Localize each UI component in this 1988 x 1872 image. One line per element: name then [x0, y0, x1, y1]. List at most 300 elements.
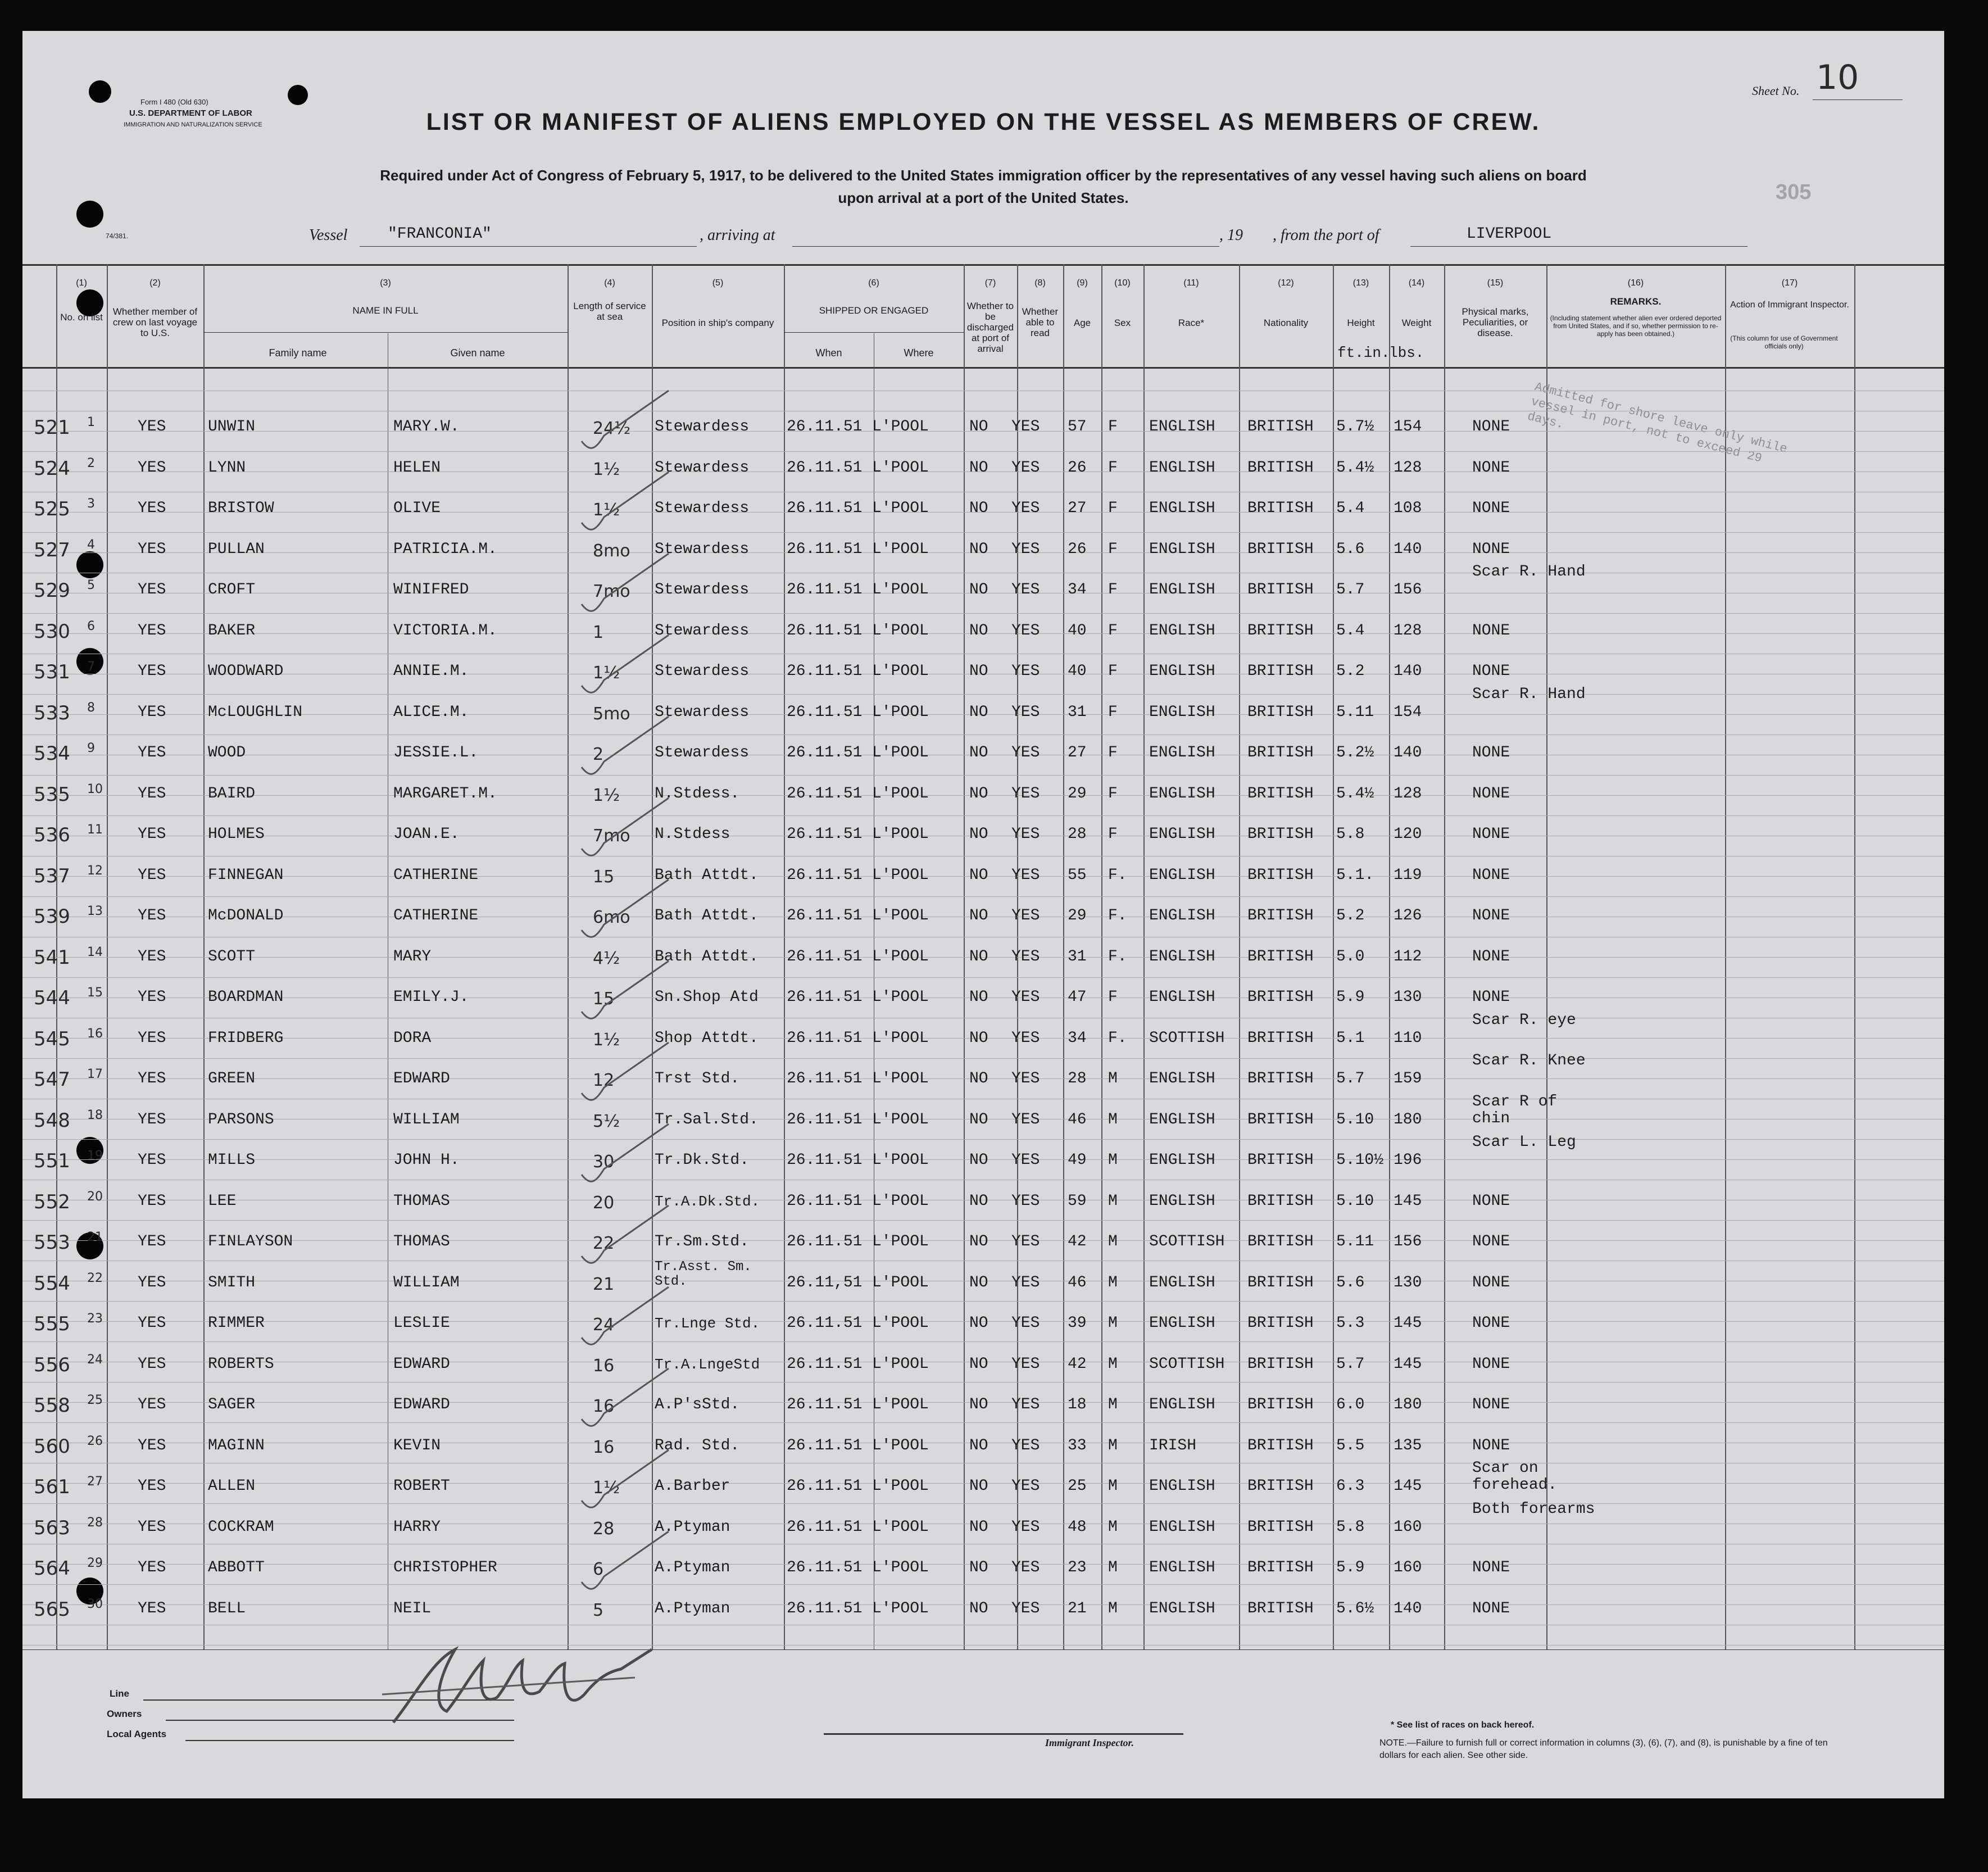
cell-marks: NONE — [1472, 1559, 1510, 1576]
ruled-line — [22, 977, 1944, 978]
cell-where: L'POOL — [872, 1030, 929, 1047]
cell-family: McDONALD — [208, 907, 284, 924]
cell-height: 5.1. — [1336, 867, 1374, 884]
column-header: Nationality — [1263, 318, 1309, 328]
penalty-note: NOTE.—Failure to furnish full or correct information in columns (3), (6), (7), and (8), is punishable by a fine of ten dollars for each alien. See other side. — [1379, 1738, 1828, 1760]
cell-height: 6.0 — [1336, 1396, 1365, 1413]
cell-no: 10 — [87, 782, 103, 796]
cell-disch: NO — [969, 826, 988, 843]
local-agents-label: Local Agents — [107, 1729, 167, 1739]
cell-weight: 154 — [1394, 418, 1422, 436]
cell-nat: BRITISH — [1247, 1477, 1314, 1495]
cell-race: ENGLISH — [1149, 418, 1215, 436]
department-name: U.S. DEPARTMENT OF LABOR — [129, 108, 252, 118]
cell-marks: Scar R. eye — [1472, 1012, 1576, 1029]
cell-age: 48 — [1068, 1519, 1087, 1536]
cell-ref: 530 — [34, 620, 70, 643]
cell-race: ENGLISH — [1149, 1152, 1215, 1169]
cell-position: A.Barber — [655, 1477, 730, 1495]
cell-nat: BRITISH — [1247, 1396, 1314, 1413]
cell-prev: YES — [138, 989, 166, 1006]
cell-weight: 156 — [1394, 1233, 1422, 1250]
cell-disch: NO — [969, 989, 988, 1006]
cell-read: YES — [1011, 1274, 1040, 1291]
cell-position: Tr.Lnge Std. — [655, 1315, 760, 1332]
cell-age: 42 — [1068, 1233, 1087, 1250]
weight-units: lbs. — [1389, 345, 1424, 361]
cell-where: L'POOL — [872, 1559, 929, 1576]
cell-given: MARY.W. — [393, 418, 460, 436]
cell-sex: F. — [1108, 1030, 1127, 1047]
ruled-line — [22, 1382, 1944, 1383]
given-name-subheader: Given name — [450, 347, 505, 359]
cell-height: 5.4½ — [1336, 459, 1374, 477]
cell-family: BRISTOW — [208, 500, 274, 517]
cell-when: 26.11.51 — [787, 1477, 863, 1495]
cell-nat: BRITISH — [1247, 704, 1314, 721]
cell-height: 5.5 — [1336, 1437, 1365, 1454]
cell-weight: 180 — [1394, 1111, 1422, 1128]
cell-race: ENGLISH — [1149, 622, 1215, 640]
cell-position: Trst Std. — [655, 1070, 740, 1087]
cell-given: JESSIE.L. — [393, 744, 479, 762]
cell-age: 40 — [1068, 663, 1087, 680]
cell-ref: 560 — [34, 1435, 70, 1458]
cell-nat: BRITISH — [1247, 1437, 1314, 1454]
cell-where: L'POOL — [872, 1070, 929, 1087]
cell-family: BELL — [208, 1600, 246, 1617]
cell-read: YES — [1011, 744, 1040, 762]
cell-read: YES — [1011, 581, 1040, 599]
cell-ref: 524 — [34, 457, 70, 480]
cell-ref: 533 — [34, 702, 70, 724]
height-units: ft.in. — [1337, 345, 1390, 361]
column-header: Age — [1073, 318, 1091, 328]
cell-when: 26.11.51 — [787, 907, 863, 924]
cell-position: N.Stdess. — [655, 785, 740, 803]
cell-read: YES — [1011, 500, 1040, 517]
cell-given: WINIFRED — [393, 581, 469, 599]
column-number: (2) — [149, 278, 161, 288]
cell-given: CATHERINE — [393, 867, 479, 884]
cell-weight: 135 — [1394, 1437, 1422, 1454]
cell-ref: 535 — [34, 783, 70, 806]
from-port-label: , from the port of — [1273, 226, 1379, 244]
cell-ref: 564 — [34, 1557, 70, 1580]
ruled-line — [22, 815, 1944, 816]
cell-family: GREEN — [208, 1070, 256, 1087]
cell-race: SCOTTISH — [1149, 1030, 1225, 1047]
cell-given: CATHERINE — [393, 907, 479, 924]
cell-family: ALLEN — [208, 1477, 256, 1495]
cell-position: A.Ptyman — [655, 1519, 730, 1536]
cell-disch: NO — [969, 1193, 988, 1210]
cell-marks: NONE — [1472, 1315, 1510, 1332]
cell-race: ENGLISH — [1149, 581, 1215, 599]
cell-race: ENGLISH — [1149, 704, 1215, 721]
cell-given: CHRISTOPHER — [393, 1559, 497, 1576]
cell-no: 14 — [87, 945, 103, 959]
cell-when: 26.11.51 — [787, 663, 863, 680]
cell-disch: NO — [969, 744, 988, 762]
cell-nat: BRITISH — [1247, 1356, 1314, 1373]
cell-prev: YES — [138, 785, 166, 803]
cell-marks: Scar R. Hand — [1472, 563, 1586, 581]
cell-age: 25 — [1068, 1477, 1087, 1495]
year-label: , 19 — [1219, 226, 1243, 244]
cell-disch: NO — [969, 907, 988, 924]
cell-sex: F — [1108, 459, 1118, 477]
cell-ref: 534 — [34, 742, 70, 765]
cell-age: 27 — [1068, 744, 1087, 762]
cell-race: ENGLISH — [1149, 826, 1215, 843]
cell-sex: M — [1108, 1233, 1118, 1250]
cell-when: 26.11.51 — [787, 459, 863, 477]
cell-ref: 555 — [34, 1313, 70, 1335]
cell-where: L'POOL — [872, 704, 929, 721]
cell-disch: NO — [969, 1152, 988, 1169]
cell-no: 2 — [87, 456, 95, 470]
cell-race: ENGLISH — [1149, 907, 1215, 924]
column-number: (4) — [604, 278, 615, 288]
cell-when: 26.11.51 — [787, 1152, 863, 1169]
cell-marks: NONE — [1472, 418, 1510, 436]
cell-service: 20 — [593, 1193, 615, 1213]
cell-read: YES — [1011, 1233, 1040, 1250]
port-field-line — [1410, 246, 1748, 247]
cell-where: L'POOL — [872, 1274, 929, 1291]
cell-where: L'POOL — [872, 1600, 929, 1617]
cell-position: Stewardess — [655, 663, 750, 680]
cell-age: 39 — [1068, 1315, 1087, 1332]
cell-weight: 108 — [1394, 500, 1422, 517]
cell-weight: 180 — [1394, 1396, 1422, 1413]
cell-read: YES — [1011, 1437, 1040, 1454]
column-number: (9) — [1077, 278, 1088, 288]
cell-height: 5.6 — [1336, 541, 1365, 558]
cell-position: Bath Attdt. — [655, 867, 759, 884]
cell-disch: NO — [969, 500, 988, 517]
cell-prev: YES — [138, 622, 166, 640]
column-header: Physical marks, Peculiarities, or disease. — [1462, 306, 1529, 338]
column-header: Whether member of crew on last voyage to U.S. — [112, 306, 198, 338]
cell-prev: YES — [138, 1519, 166, 1536]
cell-family: PULLAN — [208, 541, 265, 558]
cell-no: 7 — [87, 660, 95, 674]
cell-position: Tr.Asst. Sm. Std. — [655, 1259, 752, 1289]
cell-height: 5.11 — [1336, 1233, 1374, 1250]
cell-where: L'POOL — [872, 1356, 929, 1373]
cell-service: 6mo — [593, 908, 630, 927]
local-agents-field — [185, 1740, 514, 1741]
cell-where: L'POOL — [872, 948, 929, 966]
cell-family: ROBERTS — [208, 1356, 274, 1373]
cell-where: L'POOL — [872, 622, 929, 640]
cell-age: 49 — [1068, 1152, 1087, 1169]
cell-given: LESLIE — [393, 1315, 450, 1332]
cell-given: PATRICIA.M. — [393, 541, 497, 558]
ruled-line — [22, 613, 1944, 614]
cell-marks: NONE — [1472, 744, 1510, 762]
column-header: Weight — [1401, 318, 1432, 328]
cell-read: YES — [1011, 1356, 1040, 1373]
cell-height: 5.9 — [1336, 989, 1365, 1006]
cell-prev: YES — [138, 744, 166, 762]
cell-race: ENGLISH — [1149, 867, 1215, 884]
cell-sex: M — [1108, 1559, 1118, 1576]
cell-age: 29 — [1068, 785, 1087, 803]
cell-sex: F. — [1108, 948, 1127, 966]
cell-weight: 145 — [1394, 1356, 1422, 1373]
cell-marks: NONE — [1472, 785, 1510, 803]
header-bottom-rule — [22, 367, 1944, 369]
cell-marks: NONE — [1472, 1356, 1510, 1373]
cell-nat: BRITISH — [1247, 826, 1314, 843]
cell-when: 26.11.51 — [787, 541, 863, 558]
cell-ref: 552 — [34, 1191, 70, 1213]
ruled-line — [22, 1645, 1944, 1646]
cell-weight: 128 — [1394, 622, 1422, 640]
cell-marks: NONE — [1472, 459, 1510, 477]
line-label: Line — [110, 1688, 129, 1699]
cell-race: ENGLISH — [1149, 1274, 1215, 1291]
cell-position: Tr.Dk.Std. — [655, 1152, 750, 1169]
cell-height: 5.1 — [1336, 1030, 1365, 1047]
column-number: (10) — [1114, 278, 1131, 288]
cell-sex: M — [1108, 1356, 1118, 1373]
cell-position: Stewardess — [655, 459, 750, 477]
cell-no: 15 — [87, 986, 103, 1000]
cell-sex: F — [1108, 826, 1118, 843]
ruled-line — [22, 532, 1944, 533]
cell-given: DORA — [393, 1030, 432, 1047]
cell-prev: YES — [138, 1437, 166, 1454]
cell-where: L'POOL — [872, 1152, 929, 1169]
cell-read: YES — [1011, 1030, 1040, 1047]
cell-height: 5.4 — [1336, 500, 1365, 517]
cell-service: 15 — [593, 989, 615, 1009]
cell-position: Tr.A.LngeStd — [655, 1356, 760, 1373]
subtitle-line-2: upon arrival at a port of the United States. — [838, 189, 1129, 206]
cell-service: 21 — [593, 1275, 615, 1294]
cell-family: SCOTT — [208, 948, 256, 966]
cell-age: 34 — [1068, 581, 1087, 599]
cell-when: 26.11.51 — [787, 1315, 863, 1332]
cell-nat: BRITISH — [1247, 785, 1314, 803]
column-header: Sex — [1114, 318, 1131, 328]
cell-where: L'POOL — [872, 541, 929, 558]
ruled-line — [22, 694, 1944, 695]
cell-no: 20 — [87, 1190, 103, 1204]
cell-height: 5.4½ — [1336, 785, 1374, 803]
remarks-note: (Including statement whether alien ever ordered deported from United States, and if so, whether permission to re-apply has been obtained.) — [1550, 314, 1722, 338]
cell-race: ENGLISH — [1149, 744, 1215, 762]
cell-weight: 130 — [1394, 989, 1422, 1006]
cell-position: Tr.Sal.Std. — [655, 1111, 759, 1128]
cell-position: A.P'sStd. — [655, 1396, 740, 1413]
cell-family: LYNN — [208, 459, 246, 477]
cell-given: ANNIE.M. — [393, 663, 469, 680]
vessel-label: Vessel — [309, 226, 348, 244]
cell-family: PARSONS — [208, 1111, 274, 1128]
ruled-line — [22, 451, 1944, 452]
cell-weight: 140 — [1394, 541, 1422, 558]
cell-sex: M — [1108, 1070, 1118, 1087]
cell-weight: 140 — [1394, 663, 1422, 680]
inspector-label: Immigrant Inspector. — [1045, 1737, 1134, 1748]
ruled-line — [22, 1341, 1944, 1342]
cell-ref: 554 — [34, 1272, 70, 1295]
cell-nat: BRITISH — [1247, 1030, 1314, 1047]
cell-height: 5.2½ — [1336, 744, 1374, 762]
cell-no: 26 — [87, 1434, 103, 1448]
cell-sex: M — [1108, 1152, 1118, 1169]
cell-weight: 196 — [1394, 1152, 1422, 1169]
cell-service: 16 — [593, 1397, 615, 1416]
cell-race: ENGLISH — [1149, 1396, 1215, 1413]
cell-read: YES — [1011, 1193, 1040, 1210]
column-header: No. on list — [60, 312, 103, 323]
ruled-line — [22, 896, 1944, 897]
cell-sex: F — [1108, 785, 1118, 803]
cell-no: 8 — [87, 701, 95, 715]
cell-given: EDWARD — [393, 1070, 450, 1087]
cell-ref: 561 — [34, 1476, 70, 1498]
cell-height: 5.0 — [1336, 948, 1365, 966]
cell-prev: YES — [138, 1152, 166, 1169]
cell-weight: 130 — [1394, 1274, 1422, 1291]
cell-race: ENGLISH — [1149, 1477, 1215, 1495]
cell-read: YES — [1011, 1152, 1040, 1169]
form-number: Form I 480 (Old 630) — [140, 98, 208, 106]
cell-weight: 140 — [1394, 1600, 1422, 1617]
cell-weight: 128 — [1394, 785, 1422, 803]
cell-race: ENGLISH — [1149, 1070, 1215, 1087]
cell-read: YES — [1011, 459, 1040, 477]
cell-when: 26.11.51 — [787, 581, 863, 599]
cell-family: MAGINN — [208, 1437, 265, 1454]
cell-where: L'POOL — [872, 989, 929, 1006]
cell-ref: 545 — [34, 1028, 70, 1050]
cell-nat: BRITISH — [1247, 907, 1314, 924]
ruled-line — [22, 1058, 1944, 1059]
cell-no: 6 — [87, 619, 95, 633]
cell-marks: NONE — [1472, 1193, 1510, 1210]
cell-ref: 527 — [34, 539, 70, 561]
cell-disch: NO — [969, 1315, 988, 1332]
cell-age: 31 — [1068, 704, 1087, 721]
cell-disch: NO — [969, 785, 988, 803]
cell-weight: 119 — [1394, 867, 1422, 884]
cell-where: L'POOL — [872, 1396, 929, 1413]
cell-when: 26.11.51 — [787, 1030, 863, 1047]
cell-marks: NONE — [1472, 948, 1510, 966]
cell-family: SAGER — [208, 1396, 256, 1413]
column-number: (16) — [1627, 278, 1644, 288]
ruled-line — [22, 1422, 1944, 1423]
cell-no: 11 — [87, 823, 103, 837]
cell-service: 4½ — [593, 949, 620, 968]
cell-marks: Scar L. Leg — [1472, 1134, 1576, 1151]
cell-no: 29 — [87, 1556, 103, 1570]
where-subheader: Where — [904, 347, 934, 359]
cell-where: L'POOL — [872, 1477, 929, 1495]
cell-marks: NONE — [1472, 867, 1510, 884]
cell-nat: BRITISH — [1247, 459, 1314, 477]
cell-when: 26.11.51 — [787, 1559, 863, 1576]
cell-disch: NO — [969, 622, 988, 640]
cell-height: 5.2 — [1336, 663, 1365, 680]
cell-race: ENGLISH — [1149, 948, 1215, 966]
cell-nat: BRITISH — [1247, 989, 1314, 1006]
cell-no: 25 — [87, 1393, 103, 1407]
cell-marks: NONE — [1472, 622, 1510, 640]
cell-service: 6 — [593, 1560, 604, 1579]
cell-ref: 551 — [34, 1150, 70, 1172]
cell-height: 5.10 — [1336, 1193, 1374, 1210]
cell-race: ENGLISH — [1149, 785, 1215, 803]
column-number: (14) — [1408, 278, 1425, 288]
cell-height: 5.7 — [1336, 1070, 1365, 1087]
cell-given: HELEN — [393, 459, 441, 477]
cell-read: YES — [1011, 1519, 1040, 1536]
cell-prev: YES — [138, 663, 166, 680]
cell-given: ROBERT — [393, 1477, 450, 1495]
cell-height: 5.3 — [1336, 1315, 1365, 1332]
cell-age: 40 — [1068, 622, 1087, 640]
cell-ref: 525 — [34, 498, 70, 520]
cell-read: YES — [1011, 907, 1040, 924]
column-header: Whether able to read — [1022, 306, 1059, 338]
cell-family: FINNEGAN — [208, 867, 284, 884]
column-number: (11) — [1183, 278, 1199, 288]
cell-disch: NO — [969, 459, 988, 477]
cell-height: 5.6 — [1336, 1274, 1365, 1291]
cell-sex: F — [1108, 704, 1118, 721]
cell-marks: Both forearms — [1472, 1501, 1595, 1518]
cell-nat: BRITISH — [1247, 1233, 1314, 1250]
cell-disch: NO — [969, 1559, 988, 1576]
cell-age: 29 — [1068, 907, 1087, 924]
cell-disch: NO — [969, 1274, 988, 1291]
cell-when: 26.11.51 — [787, 704, 863, 721]
cell-read: YES — [1011, 826, 1040, 843]
cell-age: 28 — [1068, 826, 1087, 843]
cell-disch: NO — [969, 867, 988, 884]
subtitle-line-1: Required under Act of Congress of February 5, 1917, to be delivered to the United States immigration officer by the representatives of any vessel having such aliens on board — [380, 167, 1587, 184]
cell-where: L'POOL — [872, 826, 929, 843]
cell-read: YES — [1011, 1070, 1040, 1087]
cell-when: 26.11.51 — [787, 1396, 863, 1413]
cell-nat: BRITISH — [1247, 581, 1314, 599]
cell-sex: F — [1108, 500, 1118, 517]
cell-weight: 120 — [1394, 826, 1422, 843]
column-header: Action of Immigrant Inspector. — [1730, 300, 1849, 310]
cell-position: Stewardess — [655, 581, 750, 599]
cell-position: Bath Attdt. — [655, 948, 759, 966]
cell-no: 13 — [87, 904, 103, 918]
cell-no: 23 — [87, 1312, 103, 1326]
table-top-rule — [22, 264, 1944, 266]
column-number: (7) — [984, 278, 996, 288]
ruled-line — [22, 775, 1944, 776]
cell-when: 26.11.51 — [787, 785, 863, 803]
cell-marks: NONE — [1472, 826, 1510, 843]
cell-when: 26.11.51 — [787, 948, 863, 966]
cell-race: ENGLISH — [1149, 1559, 1215, 1576]
cell-disch: NO — [969, 1396, 988, 1413]
cell-sex: M — [1108, 1477, 1118, 1495]
